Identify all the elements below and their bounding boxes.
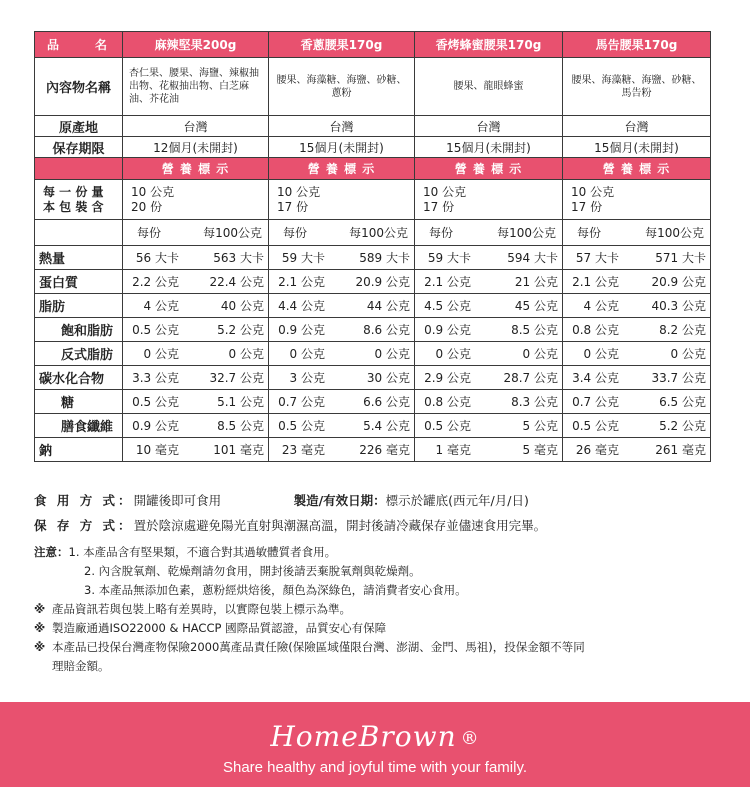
per-100g-value: 32.7 公克 (209, 371, 264, 385)
per-serving-value: 0.5 公克 (572, 419, 619, 433)
per-serving-value: 0.8 公克 (572, 323, 619, 337)
nutrient-value-cell (269, 294, 415, 318)
per-100g-value: 5 毫克 (522, 443, 558, 457)
nutrition-row (35, 414, 711, 438)
per-100g-value: 0 公克 (228, 347, 264, 361)
per-header-blank (35, 220, 123, 246)
per-100g-value: 5.4 公克 (363, 419, 410, 433)
per-100g-value: 45 公克 (514, 299, 558, 313)
origin-row (35, 116, 711, 137)
per-100g-value: 589 大卡 (359, 251, 410, 265)
nutrition-row (35, 366, 711, 390)
note-line: 注意：1. 本產品含有堅果類，不適合對其過敏體質者食用。 (34, 545, 337, 559)
per-serving-value: 57 大卡 (575, 251, 619, 265)
notes-block (34, 543, 714, 676)
nutrient-value-cell (563, 366, 711, 390)
product-name: 香烤蜂蜜腰果170g (415, 32, 563, 58)
note-line: 3. 本產品無添加色素，蔥粉經烘焙後，顏色為深綠色，請消費者安心食用。 (84, 583, 467, 597)
contents-cell: 腰果、海藻糖、海鹽、砂糖、蔥粉 (269, 58, 415, 116)
shelf-life-cell: 15個月(未開封) (269, 137, 415, 158)
per-100g-value: 30 公克 (366, 371, 410, 385)
per-serving-value: 0.9 公克 (278, 323, 325, 337)
per-serving-value: 2.1 公克 (278, 275, 325, 289)
nutrition-row (35, 438, 711, 462)
product-name: 香蔥腰果170g (269, 32, 415, 58)
nutrient-value-cell (269, 318, 415, 342)
per-100g-value: 20.9 公克 (651, 275, 706, 289)
note-line: 2. 內含脫氧劑、乾燥劑請勿食用，開封後請丟棄脫氧劑與乾燥劑。 (84, 564, 421, 578)
nutrition-row (35, 270, 711, 294)
per-serving-value: 0.5 公克 (132, 323, 179, 337)
nutrient-value-cell (269, 366, 415, 390)
nutrient-label: 飽和脂肪 (35, 318, 123, 342)
nutrient-value-cell (123, 318, 269, 342)
nutrient-value-cell (269, 438, 415, 462)
nutrient-value-cell (123, 390, 269, 414)
nutrient-value-cell (563, 390, 711, 414)
nutrient-value-cell (415, 366, 563, 390)
per-100g-value: 44 公克 (366, 299, 410, 313)
nutrient-value-cell (123, 414, 269, 438)
nutrition-header: 營 養 標 示 (563, 158, 711, 180)
nutrition-row (35, 246, 711, 270)
disclaimer-line: ※ 產品資訊若與包裝上略有差異時，以實際包裝上標示為準。 (34, 602, 351, 616)
per-100g-value: 6.5 公克 (659, 395, 706, 409)
contents-cell: 杏仁果、腰果、海鹽、辣椒抽出物、花椒抽出物、白芝麻油、芥花油 (123, 58, 269, 116)
nutrition-row (35, 390, 711, 414)
per-100g-value: 5.1 公克 (217, 395, 264, 409)
serving-cell: 10 公克 17 份 (415, 180, 563, 220)
nutrient-label: 糖 (35, 390, 123, 414)
nutrient-value-cell (415, 246, 563, 270)
per-serving-value: 4.4 公克 (278, 299, 325, 313)
nutrient-value-cell (563, 438, 711, 462)
per-header-cell: 每份 每100公克 (123, 220, 269, 246)
nutrition-header: 營 養 標 示 (269, 158, 415, 180)
nutrient-value-cell (123, 438, 269, 462)
nutrition-header: 營 養 標 示 (123, 158, 269, 180)
nutrient-value-cell (415, 342, 563, 366)
per-100g-value: 8.2 公克 (659, 323, 706, 337)
shelf-life-cell: 15個月(未開封) (415, 137, 563, 158)
nutrient-value-cell (563, 342, 711, 366)
origin-cell: 台灣 (563, 116, 711, 137)
per-100g-value: 5.2 公克 (659, 419, 706, 433)
nutrition-header: 營 養 標 示 (415, 158, 563, 180)
nutrient-value-cell (563, 246, 711, 270)
per-serving-value: 3 公克 (289, 371, 325, 385)
date-text: 標示於罐底(西元年/月/日) (385, 493, 529, 508)
origin-cell: 台灣 (123, 116, 269, 137)
shelf-life-label: 保存期限 (35, 137, 123, 158)
per-100g-value: 40.3 公克 (651, 299, 706, 313)
per-serving-value: 3.4 公克 (572, 371, 619, 385)
origin-cell: 台灣 (415, 116, 563, 137)
nutrient-label: 脂肪 (35, 294, 123, 318)
shelf-life-cell: 12個月(未開封) (123, 137, 269, 158)
storage-text: 置於陰涼處避免陽光直射與潮濕高溫，開封後請冷藏保存並儘速食用完畢。 (133, 518, 547, 533)
nutrient-value-cell (123, 246, 269, 270)
per-100g-value: 8.3 公克 (511, 395, 558, 409)
per-serving-value: 2.1 公克 (572, 275, 619, 289)
nutrient-value-cell (123, 294, 269, 318)
usage-line (34, 491, 724, 509)
per-100g-value: 28.7 公克 (503, 371, 558, 385)
usage-text: 開罐後即可食用 (133, 493, 222, 508)
per-serving-value: 4 公克 (143, 299, 179, 313)
nutrient-value-cell (269, 246, 415, 270)
nutrient-value-cell (563, 270, 711, 294)
nutrient-value-cell (415, 270, 563, 294)
per-serving-value: 3.3 公克 (132, 371, 179, 385)
per-serving-value: 0.5 公克 (132, 395, 179, 409)
nutrient-value-cell (269, 414, 415, 438)
serving-cell: 10 公克 20 份 (123, 180, 269, 220)
per-100g-value: 20.9 公克 (355, 275, 410, 289)
per-serving-value: 10 毫克 (135, 443, 179, 457)
nutrient-value-cell (415, 390, 563, 414)
per-100g-value: 5.2 公克 (217, 323, 264, 337)
disclaimer-line: ※ 製造廠通過ISO22000 & HACCP 國際品質認證，品質安心有保障 (34, 621, 387, 635)
nutrient-value-cell (269, 342, 415, 366)
per-100g-value: 261 毫克 (655, 443, 706, 457)
nutrient-value-cell (123, 342, 269, 366)
nutrient-value-cell (415, 414, 563, 438)
per-serving-value: 59 大卡 (427, 251, 471, 265)
per-100g-value: 8.5 公克 (511, 323, 558, 337)
shelf-life-cell: 15個月(未開封) (563, 137, 711, 158)
serving-cell: 10 公克 17 份 (563, 180, 711, 220)
serving-label: 每 一 份 量 本 包 裝 含 (35, 180, 123, 220)
per-100g-value: 0 公克 (670, 347, 706, 361)
nutrient-label: 反式脂肪 (35, 342, 123, 366)
per-100g-value: 40 公克 (220, 299, 264, 313)
nutrition-row (35, 342, 711, 366)
per-serving-value: 0.9 公克 (132, 419, 179, 433)
per-serving-value: 4 公克 (583, 299, 619, 313)
nutrient-value-cell (415, 318, 563, 342)
shelf-life-row (35, 137, 711, 158)
contents-label: 內容物名稱 (35, 58, 123, 116)
nutrient-label: 熱量 (35, 246, 123, 270)
per-serving-value: 0.8 公克 (424, 395, 471, 409)
per-100g-value: 0 公克 (522, 347, 558, 361)
nutrient-value-cell (123, 270, 269, 294)
serving-cell: 10 公克 17 份 (269, 180, 415, 220)
origin-cell: 台灣 (269, 116, 415, 137)
usage-label: 食 用 方 式： (34, 493, 134, 508)
per-serving-value: 0 公克 (435, 347, 471, 361)
per-serving-value: 0 公克 (143, 347, 179, 361)
per-serving-value: 0 公克 (583, 347, 619, 361)
per-header-cell: 每份 每100公克 (415, 220, 563, 246)
per-serving-value: 1 毫克 (435, 443, 471, 457)
per-100g-value: 33.7 公克 (651, 371, 706, 385)
serving-row (35, 180, 711, 220)
per-100g-value: 6.6 公克 (363, 395, 410, 409)
origin-label: 原產地 (35, 116, 123, 137)
nutrition-body (35, 246, 711, 462)
per-100g-value: 5 公克 (522, 419, 558, 433)
nutrition-row (35, 294, 711, 318)
brand-logo: HomeBrown ® (270, 720, 480, 753)
product-name: 麻辣堅果200g (123, 32, 269, 58)
storage-line (34, 516, 724, 534)
per-100g-value: 8.5 公克 (217, 419, 264, 433)
nutrient-label: 蛋白質 (35, 270, 123, 294)
per-serving-value: 23 毫克 (281, 443, 325, 457)
product-table (34, 31, 711, 462)
per-serving-value: 2.2 公克 (132, 275, 179, 289)
per-serving-value: 59 大卡 (281, 251, 325, 265)
per-serving-value: 2.1 公克 (424, 275, 471, 289)
nutrient-value-cell (269, 270, 415, 294)
disclaimer-line: ※ 本產品已投保台灣產物保險2000萬產品責任險(保險區域僅限台灣、澎湖、金門、馬祖)，投保金額不等同 (34, 640, 585, 654)
nutrition-header-row (35, 158, 711, 180)
per-100g-value: 594 大卡 (507, 251, 558, 265)
per-header-cell: 每份 每100公克 (269, 220, 415, 246)
brand-slogan: Share healthy and joyful time with your family. (222, 759, 528, 776)
per-serving-value: 2.9 公克 (424, 371, 471, 385)
per-serving-value: 0.5 公克 (278, 419, 325, 433)
nutrition-row (35, 318, 711, 342)
per-100g-value: 22.4 公克 (209, 275, 264, 289)
per-serving-value: 0.7 公克 (572, 395, 619, 409)
per-100g-value: 8.6 公克 (363, 323, 410, 337)
contents-row (35, 58, 711, 116)
nutrient-value-cell (269, 390, 415, 414)
nutrient-value-cell (123, 366, 269, 390)
disclaimer-continuation: 理賠金額。 (52, 659, 110, 673)
per-serving-value: 0 公克 (289, 347, 325, 361)
nutrient-label: 膳食纖維 (35, 414, 123, 438)
per-serving-value: 0.7 公克 (278, 395, 325, 409)
nutrient-value-cell (563, 318, 711, 342)
per-serving-value: 0.5 公克 (424, 419, 471, 433)
storage-label: 保 存 方 式： (34, 518, 134, 533)
contents-cell: 腰果、海藻糖、海鹽、砂糖、馬告粉 (563, 58, 711, 116)
per-serving-value: 26 毫克 (575, 443, 619, 457)
date-label: 製造/有效日期： (293, 493, 386, 508)
per-100g-value: 21 公克 (514, 275, 558, 289)
nutrient-value-cell (415, 294, 563, 318)
per-serving-value: 56 大卡 (135, 251, 179, 265)
nutrition-table-wrapper (34, 31, 710, 462)
header-row (35, 32, 711, 58)
nutrient-value-cell (563, 294, 711, 318)
per-100g-value: 0 公克 (374, 347, 410, 361)
nutrient-label: 鈉 (35, 438, 123, 462)
per-100g-value: 226 毫克 (359, 443, 410, 457)
contents-cell: 腰果、龍眼蜂蜜 (415, 58, 563, 116)
per-100g-value: 101 毫克 (213, 443, 264, 457)
product-name: 馬告腰果170g (563, 32, 711, 58)
nutrient-label: 碳水化合物 (35, 366, 123, 390)
per-serving-value: 0.9 公克 (424, 323, 471, 337)
footer-banner (0, 702, 750, 787)
name-header-cell: 品 名 (35, 32, 123, 58)
per-100g-value: 571 大卡 (655, 251, 706, 265)
per-serving-value: 4.5 公克 (424, 299, 471, 313)
per-100g-value: 563 大卡 (213, 251, 264, 265)
nutrition-header-blank (35, 158, 123, 180)
nutrient-value-cell (563, 414, 711, 438)
per-header-cell: 每份 每100公克 (563, 220, 711, 246)
per-header-row (35, 220, 711, 246)
nutrient-value-cell (415, 438, 563, 462)
